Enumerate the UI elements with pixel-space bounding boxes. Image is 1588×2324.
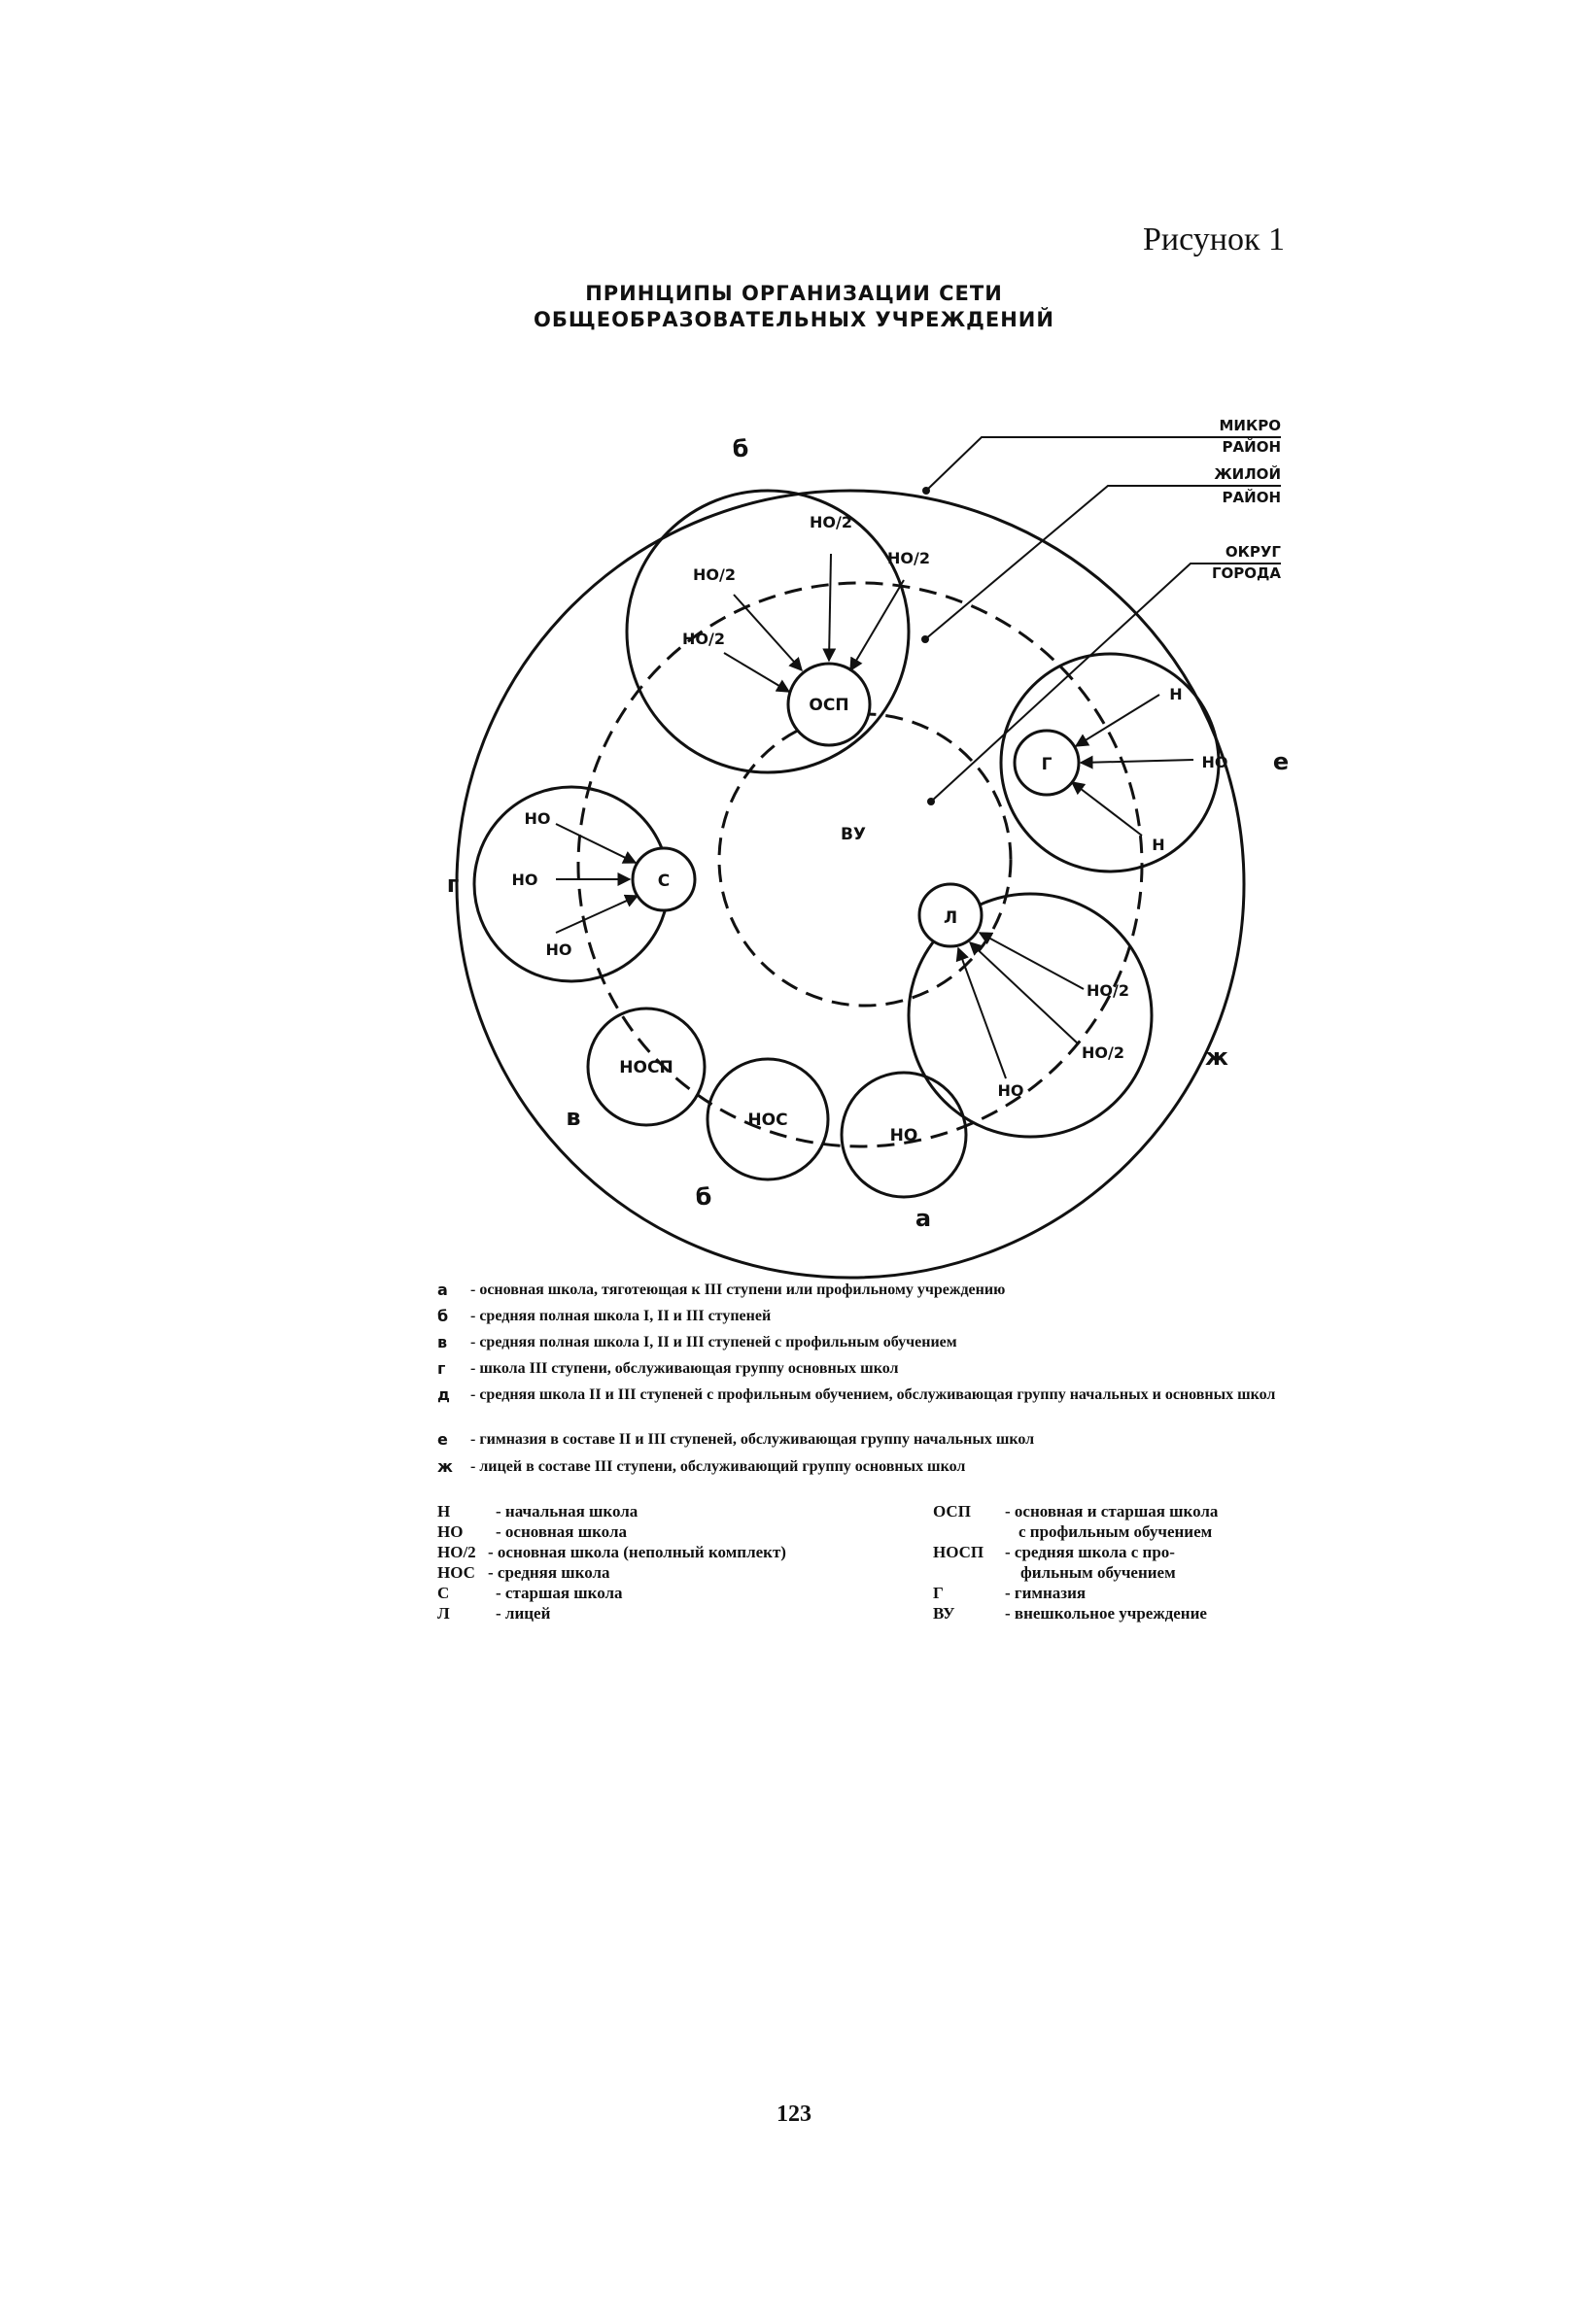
arrow-no2-right-to-osp	[850, 580, 904, 670]
label-n-upper: Н	[1169, 685, 1183, 703]
figure-title-line-2: ОБЩЕОБРАЗОВАТЕЛЬНЫХ УЧРЕЖДЕНИЙ	[534, 308, 1054, 331]
abbr-right-row	[933, 1502, 1218, 1521]
abbr-desc: - основная школа	[496, 1522, 627, 1541]
label-no-s-mid: НО	[511, 871, 538, 889]
abbr-key: Л	[437, 1604, 450, 1623]
abbr-left-row	[437, 1604, 550, 1623]
label-no2-top: НО/2	[810, 513, 852, 531]
legend-text: - средняя полная школа I, II и III ступеней с профильным обучением	[470, 1334, 957, 1350]
legend-text: - средняя школа II и III ступеней с профильным обучением, обслуживающая группу начальных и основных школ	[470, 1386, 1276, 1403]
abbr-desc: - начальная школа	[496, 1502, 639, 1521]
arrow-no-l3-to-l	[958, 948, 1006, 1078]
abbr-key: ВУ	[933, 1604, 955, 1623]
marker-a-bottom: а	[915, 1205, 932, 1232]
figure-title-line-1: ПРИНЦИПЫ ОРГАНИЗАЦИИ СЕТИ	[585, 282, 1003, 305]
legend-text: - школа III ступени, обслуживающая группу основных школ	[470, 1360, 899, 1377]
legend-symbol: а	[437, 1281, 448, 1299]
residential-callout-dot	[921, 635, 929, 643]
arrow-no2-top-to-osp	[829, 554, 831, 661]
abbr-right-row	[933, 1604, 1207, 1623]
callout-micro-line-2: РАЙОН	[1222, 438, 1281, 456]
legend-item-g	[437, 1359, 1312, 1378]
label-n-lower: Н	[1152, 836, 1165, 854]
abbr-left-row	[437, 1543, 786, 1562]
abbr-desc: - средняя школа с про-	[1005, 1543, 1175, 1561]
callout-okrug-line-1: ОКРУГ	[1225, 543, 1281, 561]
callout-okrug-line-2: ГОРОДА	[1211, 564, 1281, 582]
abbr-key: С	[437, 1584, 450, 1602]
legend-symbol: г	[437, 1359, 446, 1378]
arrow-no-s-top-to-s	[556, 824, 636, 863]
legend-item-a	[437, 1281, 1312, 1299]
page-number: 123	[777, 2102, 811, 2127]
legend-item-e	[437, 1430, 1312, 1449]
marker-v-bottom: в	[566, 1104, 581, 1131]
inner-dashed-circle	[719, 714, 1011, 1006]
node-g-label: Г	[1041, 755, 1053, 774]
abbr-desc: - средняя школа	[488, 1563, 610, 1582]
legend-item-b	[437, 1307, 1312, 1325]
micro-callout-dot	[922, 487, 930, 495]
arrow-n-upper-to-g	[1076, 695, 1159, 746]
arrow-no-s-bot-to-s	[556, 896, 638, 933]
abbr-key: Н	[437, 1502, 451, 1521]
arrow-no-right-to-g	[1081, 760, 1193, 763]
abbr-right-row	[933, 1584, 1086, 1603]
abbr-desc: фильным обучением	[1020, 1563, 1176, 1582]
legend-symbol: ж	[437, 1457, 453, 1476]
figure-number: Рисунок 1	[1143, 222, 1285, 257]
legend-symbol: е	[437, 1430, 448, 1449]
arrow-no2-mid-to-osp	[724, 653, 789, 692]
arrow-no2-left-to-osp	[734, 595, 802, 670]
label-no2-mid: НО/2	[682, 630, 725, 648]
okrug-callout-line	[931, 564, 1281, 802]
label-no-s-bot: НО	[545, 940, 572, 959]
city-district-boundary-circle	[457, 491, 1244, 1278]
abbr-key: ОСП	[933, 1502, 971, 1521]
marker-e-right: е	[1272, 748, 1290, 775]
okrug-callout-dot	[927, 798, 935, 805]
marker-b-bottom: б	[695, 1183, 712, 1211]
abbr-desc: - основная и старшая школа	[1005, 1502, 1219, 1521]
legend-text: - лицей в составе III ступени, обслуживающий группу основных школ	[470, 1458, 966, 1475]
abbr-left-row	[437, 1502, 638, 1521]
abbr-key: НОСП	[933, 1543, 984, 1561]
abbr-left-row	[437, 1584, 623, 1603]
label-no-l3: НО	[997, 1081, 1024, 1100]
label-no-s-top: НО	[524, 809, 551, 828]
legend-symbol: б	[437, 1307, 449, 1325]
abbr-right-row	[933, 1563, 1176, 1583]
legend-item-d	[437, 1385, 1293, 1404]
legend-symbol: д	[437, 1385, 450, 1404]
abbr-right-row	[933, 1543, 1175, 1562]
abbr-right-row	[933, 1522, 1212, 1542]
legend-text: - гимназия в составе II и III ступеней, обслуживающая группу начальных школ	[470, 1431, 1035, 1448]
node-no-label: НО	[889, 1126, 918, 1145]
legend-symbol: в	[437, 1333, 448, 1351]
label-no2-l1: НО/2	[1087, 981, 1129, 1000]
abbr-desc: - внешкольное учреждение	[1005, 1604, 1207, 1623]
callout-residential-line-1: ЖИЛОЙ	[1214, 465, 1281, 483]
abbr-desc: - гимназия	[1005, 1584, 1087, 1602]
label-no2-left: НО/2	[693, 565, 736, 584]
label-no2-right: НО/2	[887, 549, 930, 567]
abbr-desc: с профильным обучением	[1018, 1522, 1213, 1541]
label-no2-l2: НО/2	[1082, 1043, 1124, 1062]
marker-g-left: г	[446, 871, 460, 898]
abbr-left-row	[437, 1563, 610, 1583]
abbr-key: НОС	[437, 1563, 475, 1582]
marker-b-top: б	[732, 435, 749, 462]
node-osp-label: ОСП	[809, 696, 849, 715]
node-nosp-label: НОСП	[619, 1058, 673, 1077]
abbr-key: НО	[437, 1522, 464, 1541]
node-s-label: С	[657, 872, 671, 891]
callout-micro-line-1: МИКРО	[1219, 417, 1281, 434]
abbr-left-row	[437, 1522, 627, 1542]
legend-item-v	[437, 1333, 1312, 1351]
legend-text: - средняя полная школа I, II и III ступеней	[470, 1308, 772, 1324]
arrow-no2-l1-to-l	[980, 933, 1084, 989]
callout-residential-line-2: РАЙОН	[1222, 489, 1281, 506]
abbr-desc: - лицей	[496, 1604, 551, 1623]
node-nos-label: НОС	[747, 1111, 788, 1130]
abbr-key: НО/2	[437, 1543, 476, 1561]
node-vu-label: ВУ	[840, 825, 867, 844]
node-l-label: Л	[943, 908, 958, 928]
abbr-desc: - основная школа (неполный комплект)	[488, 1543, 786, 1561]
legend-text: - основная школа, тяготеющая к III ступени или профильному учреждению	[470, 1282, 1006, 1298]
marker-zh-right: ж	[1205, 1043, 1228, 1071]
label-no-right: НО	[1201, 753, 1228, 771]
abbr-key: Г	[933, 1584, 944, 1602]
legend-item-zh	[437, 1457, 1312, 1476]
abbr-desc: - старшая школа	[496, 1584, 623, 1602]
